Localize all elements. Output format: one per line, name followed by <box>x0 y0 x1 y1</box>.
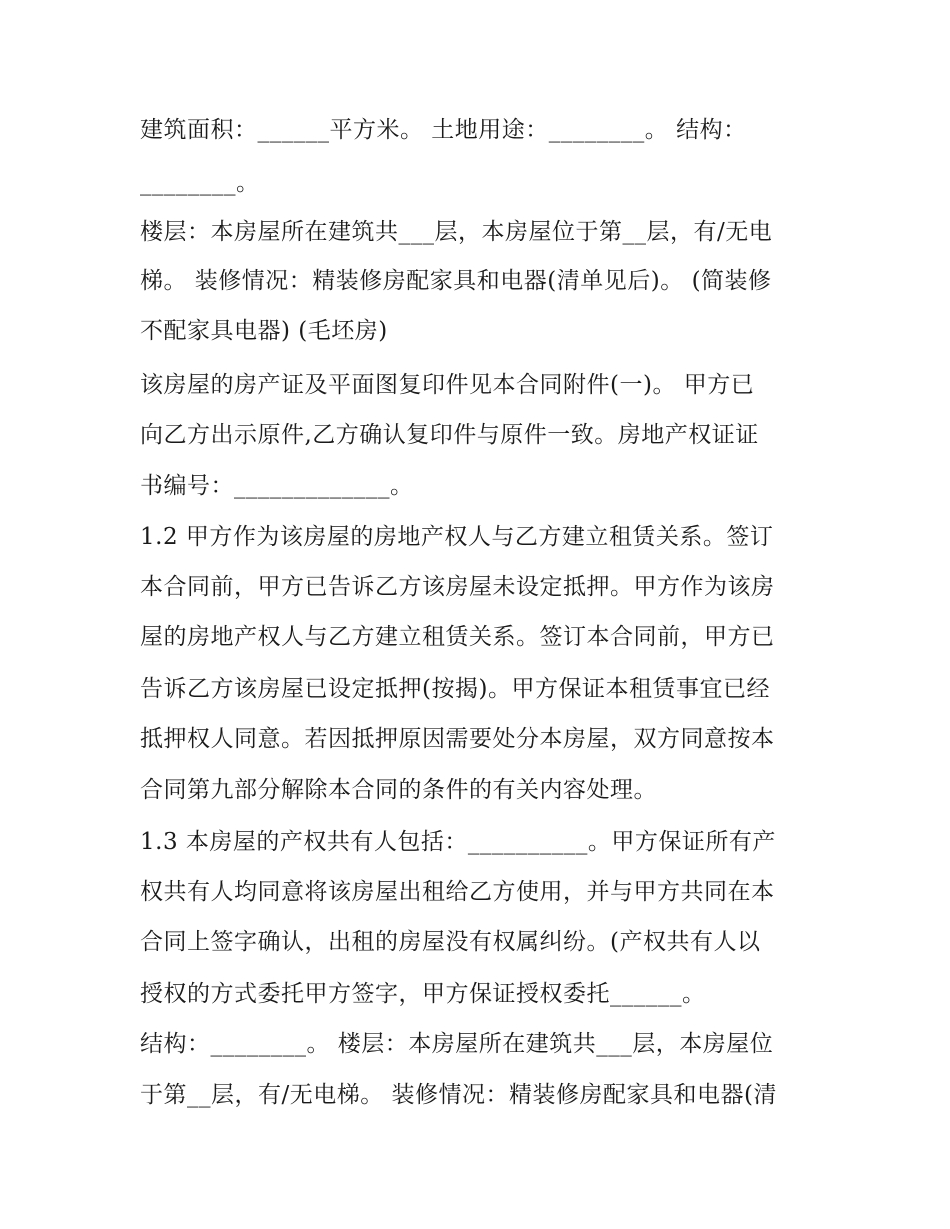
text-line: 1.3 本房屋的产权共有人包括：__________。甲方保证所有产 <box>140 829 776 855</box>
text-line: 权共有人均同意将该房屋出租给乙方使用，并与甲方共同在本 <box>140 879 775 905</box>
text-line: 梯。 装修情况：精装修房配家具和电器(清单见后)。 (简装修 <box>140 268 772 294</box>
text-line: 合同第九部分解除本合同的条件的有关内容处理。 <box>140 777 657 803</box>
text-line: 1.2 甲方作为该房屋的房地产权人与乙方建立租赁关系。签订 <box>140 524 774 550</box>
text-line: 该房屋的房产证及平面图复印件见本合同附件(一)。 甲方已 <box>140 372 755 398</box>
text-line: 告诉乙方该房屋已设定抵押(按揭)。甲方保证本租赁事宜已经 <box>140 676 770 702</box>
text-line: 本合同前，甲方已告诉乙方该房屋未设定抵押。甲方作为该房 <box>140 574 775 600</box>
text-line: 建筑面积：______平方米。 土地用途：________。 结构： <box>140 117 747 143</box>
text-line: 书编号：_____________。 <box>140 473 414 499</box>
text-line: 不配家具电器) (毛坯房) <box>140 318 388 344</box>
text-line: 抵押权人同意。若因抵押原因需要处分本房屋，双方同意按本 <box>140 726 775 752</box>
text-line: 于第__层，有/无电梯。 装修情况：精装修房配家具和电器(清 <box>140 1082 778 1108</box>
text-line: ________。 <box>140 170 260 196</box>
text-line: 向乙方出示原件,乙方确认复印件与原件一致。房地产权证证 <box>140 422 759 448</box>
text-line: 屋的房地产权人与乙方建立租赁关系。签订本合同前，甲方已 <box>140 624 775 650</box>
text-line: 授权的方式委托甲方签字，甲方保证授权委托______。 <box>140 981 706 1007</box>
text-line: 结构：________。 楼层：本房屋所在建筑共___层，本房屋位 <box>140 1031 774 1057</box>
text-line: 合同上签字确认，出租的房屋没有权属纠纷。(产权共有人以 <box>140 929 761 955</box>
text-line: 楼层：本房屋所在建筑共___层，本房屋位于第__层，有/无电 <box>140 219 773 245</box>
